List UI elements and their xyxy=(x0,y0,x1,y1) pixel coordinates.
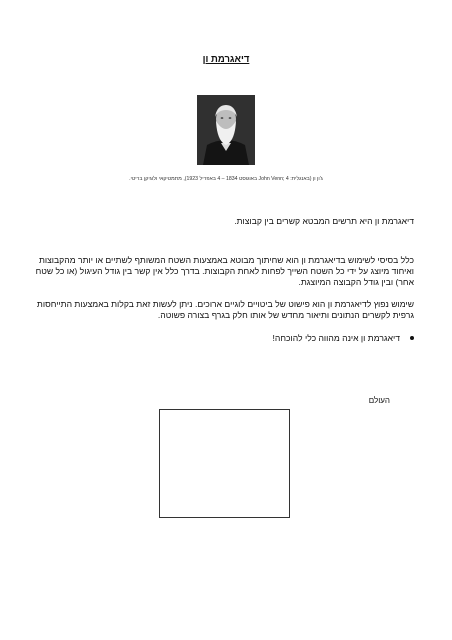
paragraph-basic-rule: כלל בסיסי לשימוש בדיאגרמת ון הוא שחיתוך מבוטא באמצעות השטח המשותף לשתיים או יותר מהקבוצות ואיחוד מיוצג על ידי כל השטח השייך לפחות לאחת הקבוצות. בדרך כלל אין קשר בין גודל העיגול (או כל שטח אחר) ובין גודל הקבוצה המיוצגת. xyxy=(35,255,414,287)
bullet-dot-icon xyxy=(410,336,414,340)
john-venn-portrait xyxy=(197,95,255,165)
bullet-item xyxy=(34,333,414,343)
page-title: דיאגרמת ון xyxy=(202,54,250,65)
paragraph-definition: דיאגרמת ון היא תרשים המבטא קשרים בין קבוצות. xyxy=(234,216,414,226)
portrait-caption: ג'ון ון (באנגלית: John Venn; 4 באוגוסט 1834 – 4 באפריל 1923), מתמטיקאי ולוגיקן בריטי. xyxy=(129,176,323,182)
paragraph-common-use: שימוש נפוץ לדיאגרמת ון הוא פישוט של ביטויים לוגיים ארוכים. ניתן לעשות זאת בקלות באמצעות התייחסות גרפית לקשרים הנתונים ותיאור מחדש של אותו חלק בגרף בצורה פשוטה. xyxy=(36,299,414,320)
universe-label: העולם xyxy=(368,396,390,405)
venn-universe-box xyxy=(159,409,290,518)
bullet-text: דיאגרמת ון אינה מהווה כלי להוכחה! xyxy=(272,333,400,343)
